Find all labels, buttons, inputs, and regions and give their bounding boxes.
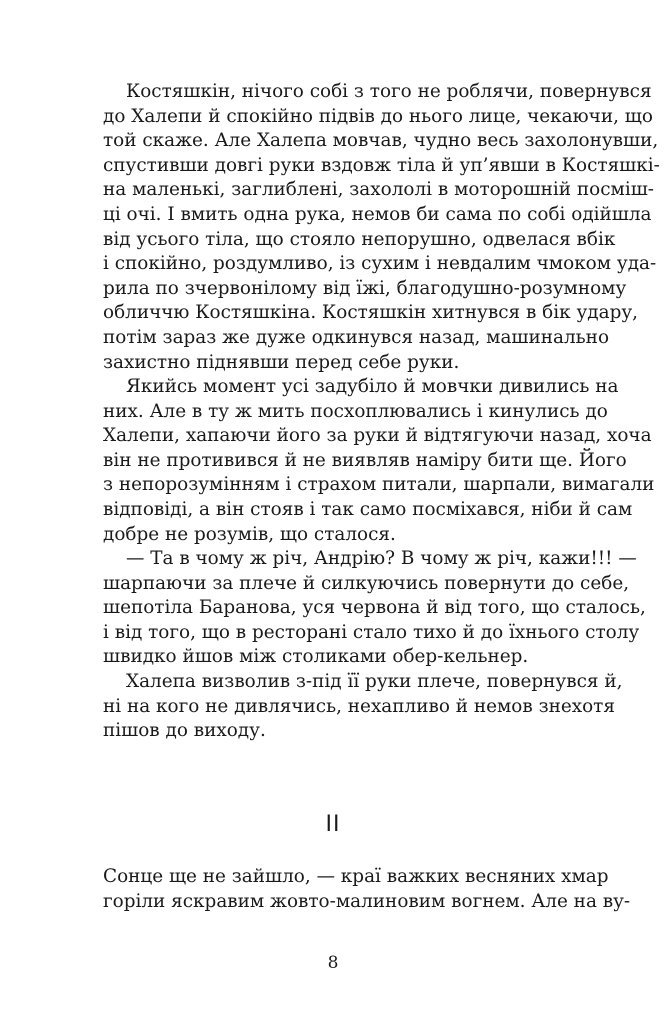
paragraph bbox=[103, 375, 655, 547]
text-line: захистно піднявши перед себе руки. bbox=[103, 351, 460, 373]
text-line: Костяшкін, нічого собі з того не роблячи, повернувся bbox=[126, 81, 652, 102]
text-line: них. Але в ту ж мить посхоплювались і кинулись до bbox=[103, 400, 608, 422]
text-line: — Та в чому ж річ, Андрію? В чому ж річ, кажи!!! — bbox=[126, 548, 637, 569]
text-line: горіли яскравим жовто-малиновим вогнем. Але на ву- bbox=[103, 890, 631, 912]
text-line: той скаже. Але Халепа мовчав, чудно весь захолонувши, bbox=[103, 130, 659, 152]
text-line: швидко йшов між столиками обер-кельнер. bbox=[103, 646, 529, 668]
text-line: ці очі. І вмить одна рука, немов би сама по собі одійшла bbox=[103, 203, 652, 225]
paragraph bbox=[103, 80, 660, 375]
text-line: він не противився й не виявляв наміру бити ще. Його bbox=[103, 449, 627, 471]
text-line: обличчю Костяшкіна. Костяшкін хитнувся в бік удару, bbox=[103, 302, 639, 324]
text-line: шепотіла Баранова, уся червона й від того, що сталось, bbox=[103, 597, 646, 619]
text-line: і від того, що в ресторані стало тихо й до їхнього столу bbox=[103, 621, 640, 643]
paragraph bbox=[103, 670, 623, 744]
text-line: відповіді, а він стояв і так само посміхався, ніби й сам bbox=[103, 498, 633, 520]
text-line: ні на кого не дивлячись, нехапливо й немов знехотя bbox=[103, 695, 615, 717]
text-line: Сонце ще не зайшло, — краї важких весняних хмар bbox=[103, 866, 609, 887]
text-line: на маленькі, заглиблені, захололі в моторошній посміш- bbox=[103, 179, 655, 201]
text-line: і спокійно, роздумливо, із сухим і невдалим чмоком уда- bbox=[103, 253, 657, 275]
text-line: добре не розумів, що сталося. bbox=[103, 523, 396, 545]
section-heading: II bbox=[325, 812, 341, 837]
paragraph bbox=[103, 547, 646, 670]
text-line: Халепи, хапаючи його за руки й відтягуючи назад, хоча bbox=[103, 425, 652, 447]
text-line: з непорозумінням і страхом питали, шарпали, вимагали bbox=[103, 474, 655, 496]
text-line: спустивши довгі руки вздовж тіла й уп’явши в Костяшкі- bbox=[103, 154, 660, 176]
text-line: до Халепи й спокійно підвів до нього лице, чекаючи, що bbox=[103, 105, 653, 127]
text-line: Халепа визволив з-під її руки плече, повернувся й, bbox=[126, 671, 623, 692]
text-line: від усього тіла, що стояло непорушно, одвелася вбік bbox=[103, 228, 616, 250]
section-paragraph bbox=[103, 865, 631, 914]
text-line: шарпаючи за плече й силкуючись повернути до себе, bbox=[103, 572, 630, 594]
text-line: Якийсь момент усі задубіло й мовчки дивились на bbox=[126, 376, 619, 397]
text-line: пішов до виходу. bbox=[103, 720, 266, 742]
text-line: рила по зчервонілому від їжі, благодушно-розумному bbox=[103, 277, 627, 299]
text-line: потім зараз же дуже одкинувся назад, машинально bbox=[103, 326, 610, 348]
page-number: 8 bbox=[327, 953, 339, 973]
